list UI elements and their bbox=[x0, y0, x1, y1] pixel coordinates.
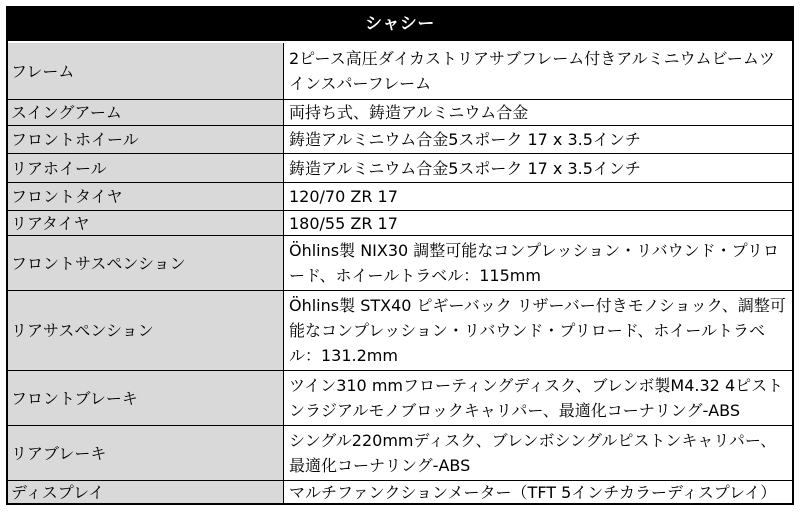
spec-row bbox=[8, 210, 792, 235]
spec-label-cell bbox=[8, 100, 284, 125]
spec-label-cell bbox=[8, 236, 284, 290]
spec-label-text: スイングアーム bbox=[11, 103, 122, 122]
spec-value-cell bbox=[284, 291, 792, 370]
table-header: シャシー bbox=[8, 8, 792, 43]
spec-label-cell bbox=[8, 291, 284, 370]
spec-value-cell bbox=[284, 100, 792, 125]
spec-label-cell bbox=[8, 154, 284, 182]
spec-value-text: ツイン310 mmフローティングディスク、ブレンボ製M4.32 4ピストンラジアルモノブロックキャリパー、最適化コーナリング-ABS bbox=[289, 376, 784, 420]
spec-table bbox=[6, 6, 794, 505]
spec-label-text: リアタイヤ bbox=[11, 213, 90, 233]
spec-row bbox=[8, 370, 792, 425]
spec-label-cell bbox=[8, 426, 284, 480]
spec-value-text: 180/55 ZR 17 bbox=[289, 213, 398, 233]
spec-label-cell bbox=[8, 481, 284, 503]
spec-value-text: 2ピース高圧ダイカストリアサブフレーム付きアルミニウムビームツインスパーフレーム bbox=[289, 49, 775, 93]
spec-label-text: フロントサスペンション bbox=[11, 253, 186, 273]
spec-value-text: 鋳造アルミニウム合金5スポーク 17 x 3.5インチ bbox=[289, 158, 641, 178]
spec-value-text: シングル220mmディスク、ブレンボシングルピストンキャリパー、最適化コーナリング-ABS bbox=[289, 431, 777, 475]
spec-value-cell bbox=[284, 426, 792, 480]
spec-label-text: フロントタイヤ bbox=[11, 187, 123, 206]
spec-value-text: マルチファンクションメーター（TFT 5インチカラーディスプレイ） bbox=[289, 482, 777, 502]
spec-value-cell bbox=[284, 481, 792, 503]
spec-label-text: リアサスペンション bbox=[11, 321, 154, 340]
spec-row bbox=[8, 290, 792, 370]
spec-rows bbox=[8, 43, 792, 503]
spec-row bbox=[8, 43, 792, 99]
spec-value-text: 鋳造アルミニウム合金5スポーク 17 x 3.5インチ bbox=[289, 130, 641, 149]
spec-label-cell bbox=[8, 183, 284, 210]
spec-label-cell bbox=[8, 371, 284, 425]
spec-row bbox=[8, 153, 792, 182]
spec-value-cell bbox=[284, 154, 792, 182]
spec-row bbox=[8, 125, 792, 153]
spec-row bbox=[8, 425, 792, 480]
spec-value-cell bbox=[284, 43, 792, 99]
spec-label-cell bbox=[8, 211, 284, 235]
spec-row bbox=[8, 235, 792, 290]
spec-label-text: ディスプレイ bbox=[11, 482, 105, 502]
spec-label-cell bbox=[8, 43, 284, 99]
spec-label-text: フロントホイール bbox=[11, 130, 139, 149]
spec-label-text: フレーム bbox=[11, 61, 75, 81]
spec-value-cell bbox=[284, 211, 792, 235]
spec-value-text: 120/70 ZR 17 bbox=[289, 187, 398, 206]
spec-value-cell bbox=[284, 183, 792, 210]
spec-row bbox=[8, 99, 792, 125]
spec-value-cell bbox=[284, 371, 792, 425]
spec-value-cell bbox=[284, 126, 792, 153]
spec-row bbox=[8, 480, 792, 503]
spec-label-cell bbox=[8, 126, 284, 153]
spec-label-text: リアホイール bbox=[11, 158, 107, 178]
spec-label-text: リアブレーキ bbox=[11, 443, 107, 463]
spec-row bbox=[8, 182, 792, 210]
spec-value-text: Öhlins製 STX40 ピギーバック リザーバー付きモノショック、調整可能なコンプレッション・リバウンド・プリロード、ホイールトラベル：131.2mm bbox=[289, 296, 786, 365]
spec-value-text: Öhlins製 NIX30 調整可能なコンプレッション・リバウンド・プリロード、ホイールトラベル：115mm bbox=[289, 241, 780, 285]
spec-label-text: フロントブレーキ bbox=[11, 388, 138, 408]
spec-value-cell bbox=[284, 236, 792, 290]
spec-value-text: 両持ち式、鋳造アルミニウム合金 bbox=[289, 103, 529, 122]
